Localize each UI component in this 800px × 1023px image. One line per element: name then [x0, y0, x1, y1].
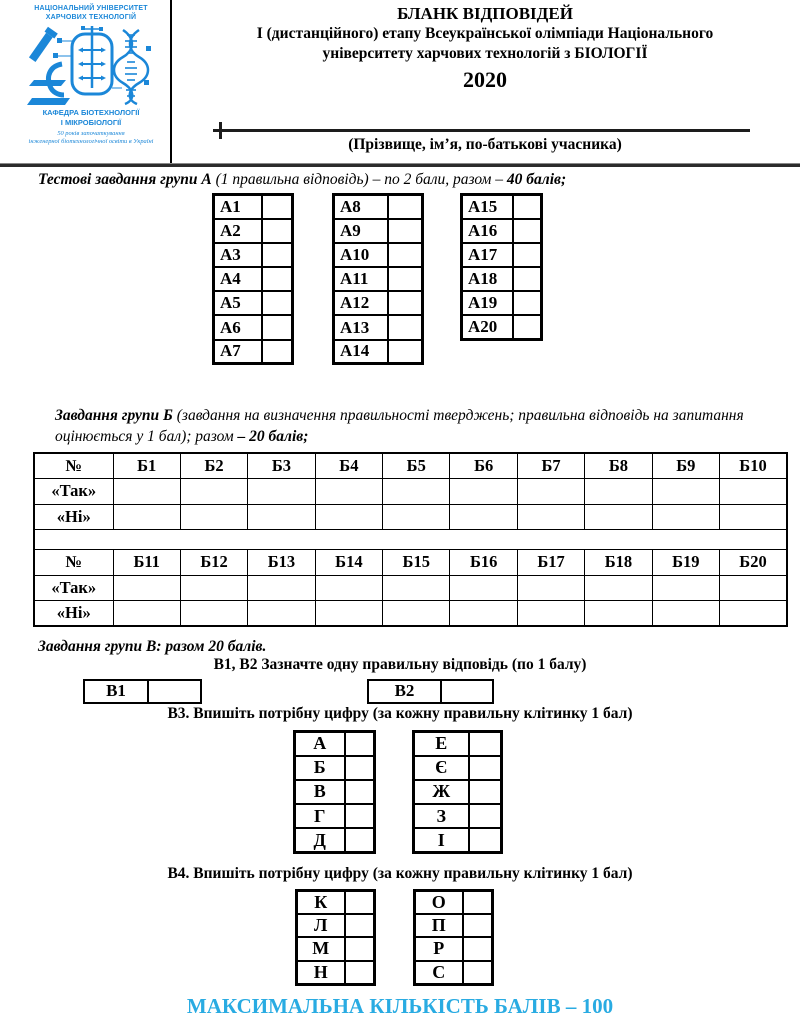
- answer-cell[interactable]: [388, 243, 423, 267]
- answer-cell[interactable]: [652, 575, 719, 601]
- form-subtitle-line1: І (дистанційного) етапу Всеукраїнської олімпіади Національного: [256, 25, 714, 43]
- question-label: І: [414, 828, 469, 852]
- v2-answer-box: [367, 679, 494, 704]
- table-row: [295, 828, 375, 852]
- column-header: Б20: [720, 550, 787, 576]
- question-label: А1: [214, 195, 262, 219]
- table-row: [334, 315, 423, 339]
- column-header: Б6: [450, 453, 517, 479]
- answer-cell[interactable]: [262, 291, 293, 315]
- answer-cell[interactable]: [469, 828, 502, 852]
- question-label: А5: [214, 291, 262, 315]
- answer-cell[interactable]: [148, 680, 201, 703]
- answer-cell[interactable]: [517, 504, 584, 530]
- answer-cell[interactable]: [180, 504, 247, 530]
- table-row: [334, 243, 423, 267]
- column-header: Б16: [450, 550, 517, 576]
- answer-cell[interactable]: [450, 575, 517, 601]
- answer-cell[interactable]: [652, 601, 719, 627]
- column-header: Б5: [383, 453, 450, 479]
- anniversary-line2: інженерної біотехнологічної освіти в Україні: [28, 138, 154, 146]
- b-no-row-2: [34, 601, 787, 627]
- column-header: Б12: [180, 550, 247, 576]
- answer-cell[interactable]: [585, 504, 652, 530]
- department-name-line2: І МІКРОБІОЛОГІЇ: [60, 117, 122, 127]
- table-row: [414, 828, 502, 852]
- answer-cell[interactable]: [517, 479, 584, 505]
- v3-instruction: В3. Впишіть потрібну цифру (за кожну правильну клітинку 1 бал): [167, 705, 633, 722]
- question-label: А6: [214, 315, 262, 339]
- table-row: [295, 804, 375, 828]
- form-year: 2020: [463, 66, 507, 92]
- answer-cell[interactable]: [450, 601, 517, 627]
- question-label: К: [297, 891, 345, 915]
- answer-cell[interactable]: [513, 315, 542, 339]
- table-row: [462, 291, 542, 315]
- answer-cell[interactable]: [463, 961, 493, 985]
- answer-cell[interactable]: [315, 504, 382, 530]
- v4-table-left: [295, 889, 376, 986]
- v4-instruction: В4. Впишіть потрібну цифру (за кожну правильну клітинку 1 бал): [167, 865, 633, 882]
- table-row: [462, 267, 542, 291]
- question-label: А20: [462, 315, 513, 339]
- participant-name-line[interactable]: [213, 129, 750, 132]
- answer-cell[interactable]: [248, 575, 315, 601]
- answer-cell[interactable]: [262, 267, 293, 291]
- table-row: [415, 891, 493, 915]
- answer-cell[interactable]: [463, 937, 493, 960]
- answer-cell[interactable]: [113, 479, 180, 505]
- table-row: [462, 195, 542, 219]
- answer-cell[interactable]: [469, 780, 502, 804]
- form-header: [172, 3, 798, 93]
- column-header: Б11: [113, 550, 180, 576]
- question-label: В: [295, 780, 345, 804]
- question-label: В2: [368, 680, 441, 703]
- table-row: [414, 780, 502, 804]
- b-header-row-1: [34, 453, 787, 479]
- column-header: Б3: [248, 453, 315, 479]
- section-a-heading-bold: Тестові завдання групи А: [38, 171, 216, 188]
- table-row: [415, 914, 493, 937]
- answer-cell[interactable]: [585, 479, 652, 505]
- answer-cell[interactable]: [345, 891, 375, 915]
- answer-cell[interactable]: [720, 601, 787, 627]
- table-row: [214, 291, 293, 315]
- answer-cell[interactable]: [513, 267, 542, 291]
- question-label: З: [414, 804, 469, 828]
- answer-cell[interactable]: [180, 575, 247, 601]
- answer-cell[interactable]: [720, 504, 787, 530]
- answer-cell[interactable]: [383, 479, 450, 505]
- b-header-row-2: [34, 550, 787, 576]
- question-label: А17: [462, 243, 513, 267]
- column-header: Б13: [248, 550, 315, 576]
- section-a-heading-score: 40 балів;: [506, 171, 567, 188]
- question-label: А19: [462, 291, 513, 315]
- answer-cell[interactable]: [113, 504, 180, 530]
- question-label: А10: [334, 243, 388, 267]
- answer-cell[interactable]: [469, 756, 502, 780]
- table-row: [297, 961, 375, 985]
- answer-cell[interactable]: [345, 804, 375, 828]
- v3-table-left: [293, 730, 376, 854]
- question-label: А15: [462, 195, 513, 219]
- answer-cell[interactable]: [248, 479, 315, 505]
- answer-cell[interactable]: [585, 575, 652, 601]
- max-score-text: МАКСИМАЛЬНА КІЛЬКІСТЬ БАЛІВ – 100: [186, 994, 614, 1018]
- question-label: М: [297, 937, 345, 960]
- table-row: [295, 732, 375, 756]
- answer-cell[interactable]: [180, 479, 247, 505]
- question-label: А14: [334, 340, 388, 364]
- answer-cell[interactable]: [463, 914, 493, 937]
- answer-cell[interactable]: [517, 601, 584, 627]
- answer-cell[interactable]: [315, 601, 382, 627]
- answer-cell[interactable]: [388, 291, 423, 315]
- column-header: Б18: [585, 550, 652, 576]
- department-name: [12, 108, 170, 128]
- group-a-table-1: [212, 193, 294, 365]
- section-b-heading-italic: (завдання на визначення правильності тверджень; правильна відповідь на запитання оцінюється у 1 бал); разом: [55, 407, 744, 445]
- v1-v2-instruction: В1, В2 Зазначте одну правильну відповідь (по 1 балу): [213, 656, 587, 673]
- answer-cell[interactable]: [262, 340, 293, 364]
- question-label: Є: [414, 756, 469, 780]
- answer-cell[interactable]: [388, 219, 423, 243]
- answer-cell[interactable]: [248, 504, 315, 530]
- question-label: А3: [214, 243, 262, 267]
- bioreactor-microscope-dna-icon: [25, 24, 157, 108]
- answer-cell[interactable]: [383, 575, 450, 601]
- question-label: А12: [334, 291, 388, 315]
- spacer-row: [34, 530, 787, 550]
- question-label: Р: [415, 937, 463, 960]
- question-label: А9: [334, 219, 388, 243]
- header-divider-rule: [0, 163, 800, 167]
- department-name-line1: КАФЕДРА БІОТЕХНОЛОГІЇ: [42, 108, 140, 118]
- section-b-heading-score: – 20 балів;: [237, 427, 309, 445]
- answer-cell[interactable]: [383, 601, 450, 627]
- column-header: №: [34, 453, 113, 479]
- form-subtitle-line2: університету харчових технологій з БІОЛОГІЇ: [322, 45, 648, 63]
- table-row: [214, 219, 293, 243]
- answer-cell[interactable]: [113, 601, 180, 627]
- table-row: [462, 243, 542, 267]
- answer-cell[interactable]: [441, 680, 493, 703]
- table-row: [297, 914, 375, 937]
- table-row: [297, 891, 375, 915]
- question-label: А11: [334, 267, 388, 291]
- answer-cell[interactable]: [720, 575, 787, 601]
- table-row: [295, 756, 375, 780]
- answer-cell[interactable]: [345, 961, 375, 985]
- answer-cell[interactable]: [469, 804, 502, 828]
- table-row: [214, 195, 293, 219]
- answer-cell[interactable]: [513, 219, 542, 243]
- column-header: Б9: [652, 453, 719, 479]
- university-name-line2: ХАРЧОВИХ ТЕХНОЛОГІЙ: [45, 14, 137, 22]
- column-header: Б7: [517, 453, 584, 479]
- answer-cell[interactable]: [513, 243, 542, 267]
- answer-cell[interactable]: [345, 756, 375, 780]
- anniversary-text: [12, 130, 170, 147]
- table-row: [334, 340, 423, 364]
- column-header: Б17: [517, 550, 584, 576]
- question-label: Е: [414, 732, 469, 756]
- answer-cell[interactable]: [450, 479, 517, 505]
- name-caption: (Прізвище, ім’я, по-батькові учасника): [348, 136, 622, 153]
- group-b-table: [33, 452, 788, 627]
- column-header: Б1: [113, 453, 180, 479]
- table-row: [297, 937, 375, 960]
- table-row: [415, 937, 493, 960]
- answer-cell[interactable]: [463, 891, 493, 915]
- question-label: А: [295, 732, 345, 756]
- question-label: А16: [462, 219, 513, 243]
- question-label: Г: [295, 804, 345, 828]
- column-header: №: [34, 550, 113, 576]
- row-label-no: «Ні»: [34, 504, 113, 530]
- question-label: О: [415, 891, 463, 915]
- table-row: [368, 680, 493, 703]
- question-label: В1: [84, 680, 148, 703]
- answer-cell[interactable]: [262, 243, 293, 267]
- table-row: [334, 219, 423, 243]
- table-row: [214, 243, 293, 267]
- row-label-yes: «Так»: [34, 479, 113, 505]
- table-row: [415, 961, 493, 985]
- column-header: Б14: [315, 550, 382, 576]
- table-row: [334, 291, 423, 315]
- question-label: Л: [297, 914, 345, 937]
- section-a-heading-italic: (1 правильна відповідь) – по 2 бали, разом –: [215, 171, 507, 188]
- answer-cell[interactable]: [388, 340, 423, 364]
- group-a-table-2: [332, 193, 424, 365]
- university-name-line1: НАЦІОНАЛЬНИЙ УНІВЕРСИТЕТ: [34, 5, 148, 12]
- answer-cell[interactable]: [450, 504, 517, 530]
- answer-cell[interactable]: [180, 601, 247, 627]
- table-row: [334, 195, 423, 219]
- v3-table-right: [412, 730, 503, 854]
- table-row: [414, 756, 502, 780]
- question-label: А13: [334, 315, 388, 339]
- column-header: Б15: [383, 550, 450, 576]
- answer-cell[interactable]: [513, 195, 542, 219]
- question-label: А2: [214, 219, 262, 243]
- row-label-yes: «Так»: [34, 575, 113, 601]
- column-header: Б2: [180, 453, 247, 479]
- column-header: Б8: [585, 453, 652, 479]
- table-row: [214, 315, 293, 339]
- b-yes-row-1: [34, 479, 787, 505]
- group-a-table-3: [460, 193, 543, 341]
- table-row: [462, 315, 542, 339]
- table-row: [295, 780, 375, 804]
- answer-cell[interactable]: [383, 504, 450, 530]
- section-b-heading-bold: Завдання групи Б: [55, 407, 177, 424]
- column-header: Б4: [315, 453, 382, 479]
- answer-cell[interactable]: [652, 479, 719, 505]
- question-label: Д: [295, 828, 345, 852]
- university-logo: [12, 4, 170, 147]
- section-v-heading: Завдання групи В: разом 20 балів.: [38, 638, 267, 655]
- table-row: [414, 804, 502, 828]
- answer-cell[interactable]: [469, 732, 502, 756]
- v4-table-right: [413, 889, 494, 986]
- question-label: С: [415, 961, 463, 985]
- b-yes-row-2: [34, 575, 787, 601]
- answer-cell[interactable]: [262, 315, 293, 339]
- answer-cell[interactable]: [652, 504, 719, 530]
- answer-cell[interactable]: [315, 575, 382, 601]
- table-row: [462, 219, 542, 243]
- form-title: БЛАНК ВІДПОВІДЕЙ: [397, 4, 573, 23]
- answer-cell[interactable]: [517, 575, 584, 601]
- table-row: [214, 340, 293, 364]
- section-b-heading: [55, 406, 788, 448]
- question-label: Ж: [414, 780, 469, 804]
- table-row: [414, 732, 502, 756]
- table-row: [84, 680, 201, 703]
- answer-cell[interactable]: [388, 315, 423, 339]
- row-label-no: «Ні»: [34, 601, 113, 627]
- answer-cell[interactable]: [345, 780, 375, 804]
- answer-cell[interactable]: [513, 291, 542, 315]
- answer-cell[interactable]: [585, 601, 652, 627]
- question-label: А18: [462, 267, 513, 291]
- answer-cell[interactable]: [248, 601, 315, 627]
- column-header: Б19: [652, 550, 719, 576]
- answer-cell[interactable]: [262, 219, 293, 243]
- answer-cell[interactable]: [113, 575, 180, 601]
- v1-answer-box: [83, 679, 202, 704]
- answer-cell[interactable]: [388, 267, 423, 291]
- table-row: [334, 267, 423, 291]
- column-header: Б10: [720, 453, 787, 479]
- table-row: [214, 267, 293, 291]
- answer-cell[interactable]: [345, 732, 375, 756]
- question-label: П: [415, 914, 463, 937]
- question-label: А8: [334, 195, 388, 219]
- question-label: Н: [297, 961, 345, 985]
- answer-cell[interactable]: [345, 914, 375, 937]
- answer-cell[interactable]: [345, 937, 375, 960]
- question-label: А7: [214, 340, 262, 364]
- section-a-heading: [38, 170, 778, 191]
- question-label: А4: [214, 267, 262, 291]
- university-name: [12, 4, 170, 22]
- b-no-row-1: [34, 504, 787, 530]
- answer-cell[interactable]: [315, 479, 382, 505]
- anniversary-line1: 50 років започаткування: [57, 129, 125, 137]
- answer-cell[interactable]: [388, 195, 423, 219]
- answer-cell[interactable]: [720, 479, 787, 505]
- answer-cell[interactable]: [262, 195, 293, 219]
- answer-cell[interactable]: [345, 828, 375, 852]
- question-label: Б: [295, 756, 345, 780]
- spacer-cell: [34, 530, 787, 550]
